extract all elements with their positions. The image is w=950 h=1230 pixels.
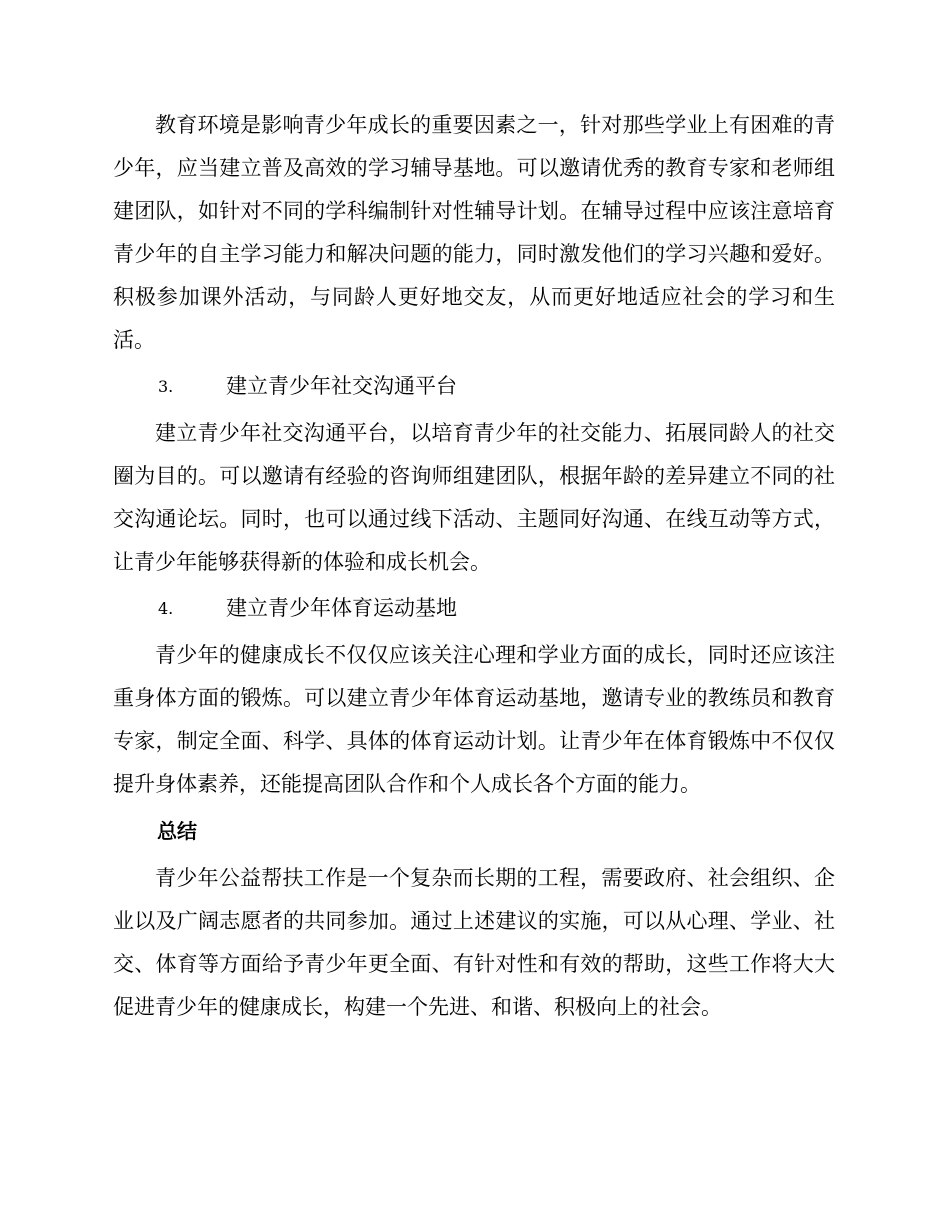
- heading-number: 3.: [158, 377, 174, 396]
- body-paragraph: 建立青少年社交沟通平台，以培育青少年的社交能力、拓展同龄人的社交圈为目的。可以邀请有经验的咨询师组建团队，根据年龄的差异建立不同的社交沟通论坛。同时，也可以通过线下活动、主题同好沟通、在线互动等方式，让青少年能够获得新的体验和成长机会。: [113, 421, 835, 574]
- heading-title: 建立青少年社交沟通平台: [226, 374, 457, 398]
- summary-heading: 总结: [157, 819, 197, 843]
- body-paragraph: 青少年公益帮扶工作是一个复杂而长期的工程，需要政府、社会组织、企业以及广阔志愿者的共同参加。通过上述建议的实施，可以从心理、学业、社交、体育等方面给予青少年更全面、有针对性和有效的帮助，这些工作将大大促进青少年的健康成长，构建一个先进、和谐、积极向上的社会。: [113, 866, 835, 1019]
- heading-number: 4.: [158, 599, 174, 618]
- section-heading-3: [113, 365, 835, 408]
- heading-title: 建立青少年体育运动基地: [226, 596, 457, 620]
- body-paragraph: 教育环境是影响青少年成长的重要因素之一，针对那些学业上有困难的青少年，应当建立普及高效的学习辅导基地。可以邀请优秀的教育专家和老师组建团队，如针对不同的学科编制针对性辅导计划。在辅导过程中应该注意培育青少年的自主学习能力和解决问题的能力，同时激发他们的学习兴趣和爱好。积极参加课外活动，与同龄人更好地交友，从而更好地适应社会的学习和生活。: [113, 113, 835, 352]
- body-paragraph: 青少年的健康成长不仅仅应该关注心理和学业方面的成长，同时还应该注重身体方面的锻炼。可以建立青少年体育运动基地，邀请专业的教练员和教育专家，制定全面、科学、具体的体育运动计划。让青少年在体育锻炼中不仅仅提升身体素养，还能提高团队合作和个人成长各个方面的能力。: [113, 643, 835, 796]
- section-heading-4: [113, 587, 835, 630]
- document-page: [113, 104, 835, 1029]
